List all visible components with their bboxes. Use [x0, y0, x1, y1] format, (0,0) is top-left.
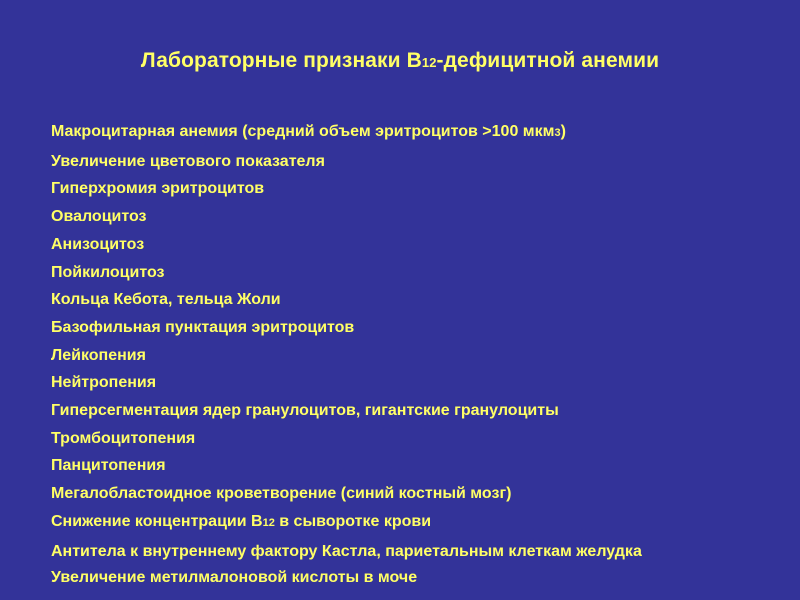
list-item-subscript: 12 — [262, 516, 275, 529]
list-item — [51, 314, 751, 342]
list-item-subscript: 3 — [554, 127, 561, 139]
list-item-text-end: ) — [560, 123, 566, 140]
list-item — [51, 342, 751, 370]
list-item — [51, 397, 751, 425]
list-item — [51, 452, 751, 480]
list-item — [51, 369, 751, 397]
list-item — [51, 231, 751, 259]
list-item — [51, 175, 751, 203]
list-item-text: Анизоцитоз — [51, 235, 145, 253]
list-item — [51, 203, 751, 231]
list-item-text: Гиперсегментация ядер гранулоцитов, гигантские гранулоциты — [51, 402, 559, 420]
list-item — [51, 118, 751, 148]
list-item — [51, 564, 751, 592]
list-item-text: Мегалобластоидное кроветворение (синий костный мозг) — [51, 485, 512, 503]
list-item-text: Кольца Кебота, тельца Жоли — [51, 291, 281, 309]
list-item-text: Пойкилоцитоз — [51, 263, 165, 281]
list-item-text: Гиперхромия эритроцитов — [51, 180, 265, 198]
list-item-text: Лейкопения — [51, 346, 146, 364]
list-item-text: Увеличение цветового показателя — [51, 152, 325, 170]
title-text-part1: Лабораторные признаки B — [140, 49, 422, 72]
list-item-text: Тромбоцитопения — [51, 429, 196, 447]
list-item-text: Макроцитарная анемия (средний объем эритроцитов >100 мкм — [51, 123, 555, 140]
list-item-text: Базофильная пунктация эритроцитов — [51, 318, 355, 336]
title-text-part2: -дефицитной анемии — [436, 49, 660, 72]
list-item — [51, 480, 751, 508]
list-item-text-end: в сыворотке крови — [274, 512, 432, 530]
list-item-text: Антитела к внутреннему фактору Кастла, париетальным клеткам желудка — [51, 542, 642, 560]
list-item — [51, 425, 751, 453]
list-item — [51, 259, 751, 287]
list-item-text: Овалоцитоз — [51, 208, 147, 226]
list-item — [51, 540, 751, 564]
list-item-text: Снижение концентрации B — [51, 512, 263, 530]
list-item-text: Нейтропения — [51, 374, 157, 392]
list-item — [51, 148, 751, 176]
slide-title — [0, 44, 800, 80]
list-item — [51, 508, 751, 538]
findings-list — [51, 118, 751, 591]
list-item-text: Панцитопения — [51, 457, 166, 475]
list-item — [51, 286, 751, 314]
list-item-text: Увеличение метилмалоновой кислоты в моче — [51, 568, 418, 586]
title-subscript: 12 — [421, 55, 437, 70]
